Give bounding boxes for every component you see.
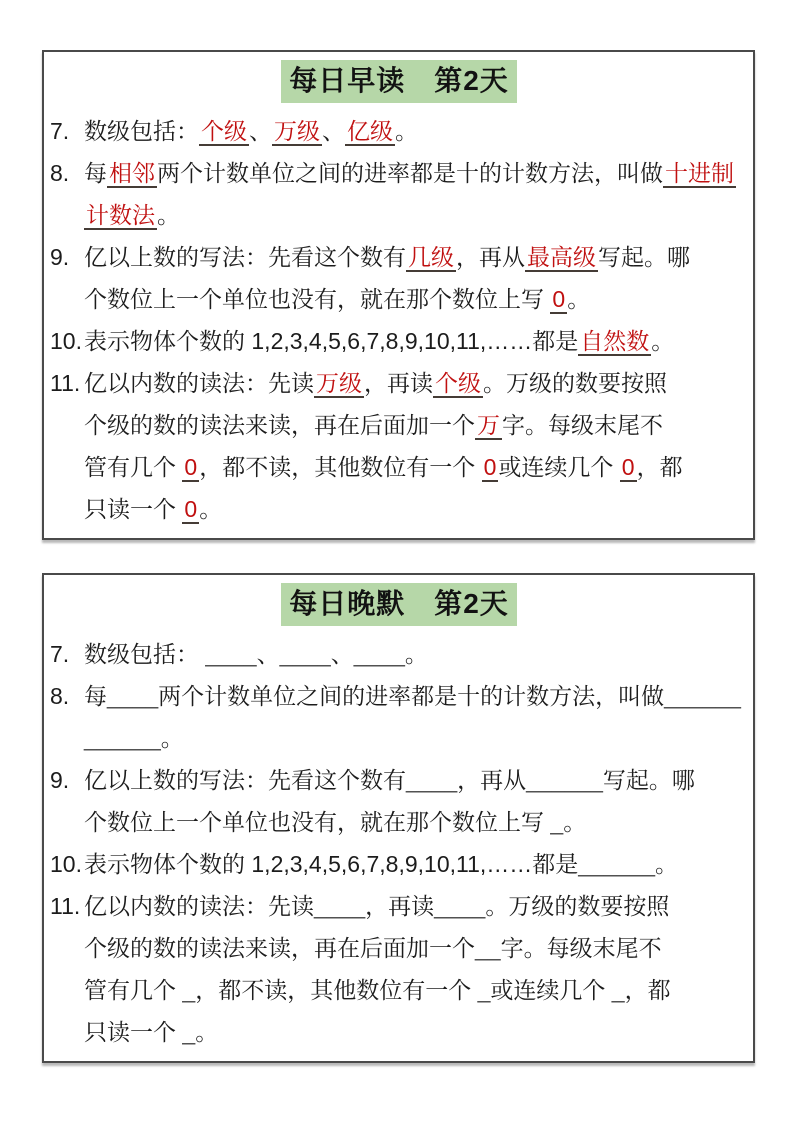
plain-text: 两个计数单位之间的进率都是十的计数方法，叫做 [158,683,665,709]
item-number: 7. [50,641,70,667]
worksheet-item [50,675,748,759]
plain-text: 。 [563,809,587,835]
item-text [84,759,748,843]
plain-text: 亿以内数的读法：先读 [84,893,314,919]
item-list [50,633,748,1053]
blank-line: __ [475,935,501,961]
plain-text: 写起。哪 [598,244,690,270]
plain-text: 只读一个 [84,1019,183,1045]
blank-line: ____ [353,641,405,667]
plain-text: 只读一个 [84,496,183,522]
answer-text: 相邻 [109,160,155,186]
plain-text: 个级的数的读法来读，再在后面加一个 [84,412,475,438]
item-number: 9. [50,767,70,793]
blank-line: ____ [107,683,159,709]
answer-text: 0 [483,454,497,480]
blank-line: ____ [406,767,458,793]
plain-text: 两个计数单位之间的进率都是十的计数方法，叫做 [157,160,663,186]
item-number: 9. [50,244,70,270]
plain-text: 。 [404,641,428,667]
plain-text: 表示物体个数的 1,2,3,4,5,6,7,8,9,10,11,……都是 [84,851,579,877]
blank-line: ____ [205,641,257,667]
plain-text: 亿以内数的读法：先读 [84,370,314,396]
plain-text: 字。每级末尾不 [502,412,663,438]
section-title-row [50,60,748,105]
worksheet-item [50,320,748,362]
item-number: 8. [50,160,70,186]
answer-text: 最高级 [527,244,596,270]
plain-text: 、 [330,641,354,667]
plain-text: 或连续几个 [498,454,620,480]
plain-text: 。 [157,202,180,228]
plain-text: 。万级的数要按照 [485,893,670,919]
worksheet-item [50,362,748,530]
blank-line: _ [182,1019,196,1045]
item-text [84,152,748,236]
blank-line: ____ [314,893,366,919]
section-title: 每日早读 第2天 [281,60,517,103]
item-text [84,885,748,1053]
answer-text: 计数法 [86,202,155,228]
item-text [84,320,748,362]
worksheet-item [50,236,748,320]
plain-text: 管有几个 [84,454,183,480]
answer-text: 自然数 [580,328,650,354]
plain-text: 每 [84,683,107,709]
item-number: 11. [50,370,81,396]
plain-text: 个级的数的读法来读，再在后面加一个 [84,935,475,961]
worksheet-item [50,843,748,885]
plain-text: ，都不读，其他数位有一个 [199,454,482,480]
answer-text: 万级 [316,370,362,396]
item-text [84,675,748,759]
plain-text: 。 [651,328,675,354]
answer-text: 0 [184,496,198,522]
plain-text: 、 [249,118,272,144]
plain-text: 个数位上一个单位也没有，就在那个数位上写 [84,286,551,312]
section-title: 每日晚默 第2天 [281,583,517,626]
blank-line: _ [182,977,196,1003]
blank-line: _ [550,809,564,835]
answer-text: 0 [184,454,198,480]
plain-text: 、 [256,641,280,667]
plain-text: ，都 [624,977,671,1003]
blank-line: ______ [84,725,161,751]
worksheet-item [50,885,748,1053]
plain-text: 亿以上数的写法：先看这个数有 [84,767,406,793]
blank-line: ____ [434,893,486,919]
item-number: 7. [50,118,70,144]
plain-text: ，再读 [365,893,435,919]
plain-text: 。 [199,496,223,522]
morning-reading-card [42,50,755,540]
plain-text: 管有几个 [84,977,183,1003]
plain-text: 。 [567,286,591,312]
plain-text: 。 [655,851,679,877]
plain-text: ，再从 [456,244,525,270]
item-text [84,236,748,320]
plain-text: 。 [195,1019,219,1045]
item-number: 11. [50,893,81,919]
plain-text: 、 [322,118,345,144]
plain-text: 个数位上一个单位也没有，就在那个数位上写 [84,809,551,835]
item-number: 10. [50,328,82,354]
answer-text: 0 [621,454,635,480]
plain-text: 写起。哪 [602,767,695,793]
plain-text: 每 [84,160,107,186]
answer-text: 个级 [201,118,247,144]
blank-line: ______ [664,683,741,709]
section-title-row [50,583,748,628]
plain-text: ，再读 [364,370,433,396]
plain-text: ，都不读，其他数位有一个 [195,977,478,1003]
item-number: 8. [50,683,70,709]
plain-text: 字。每级末尾不 [500,935,662,961]
blank-line: ______ [526,767,603,793]
answer-text: 十进制 [665,160,734,186]
worksheet-item [50,633,748,675]
item-list [50,110,748,530]
blank-line: _ [477,977,491,1003]
answer-text: 个级 [435,370,481,396]
blank-line: _ [611,977,625,1003]
blank-line: ____ [279,641,331,667]
answer-text: 亿级 [347,118,393,144]
worksheet-item [50,110,748,152]
plain-text: 数级包括： [84,118,199,144]
plain-text: 表示物体个数的 1,2,3,4,5,6,7,8,9,10,11,……都是 [84,328,579,354]
item-text [84,110,748,152]
plain-text: 。万级的数要按照 [483,370,667,396]
evening-recitation-card [42,573,755,1063]
item-number: 10. [50,851,82,877]
answer-text: 几级 [408,244,454,270]
blank-line: ______ [578,851,656,877]
plain-text: 或连续几个 [490,977,612,1003]
item-text [84,843,748,885]
answer-text: 0 [552,286,566,312]
plain-text: 。 [160,725,184,751]
worksheet-item [50,759,748,843]
plain-text: ，再从 [457,767,527,793]
plain-text: 。 [395,118,418,144]
plain-text: 数级包括： [84,641,206,667]
worksheet-item [50,152,748,236]
plain-text: 亿以上数的写法：先看这个数有 [84,244,406,270]
item-text [84,633,748,675]
plain-text: ，都 [636,454,683,480]
answer-text: 万 [477,412,500,438]
answer-text: 万级 [274,118,320,144]
item-text [84,362,748,530]
